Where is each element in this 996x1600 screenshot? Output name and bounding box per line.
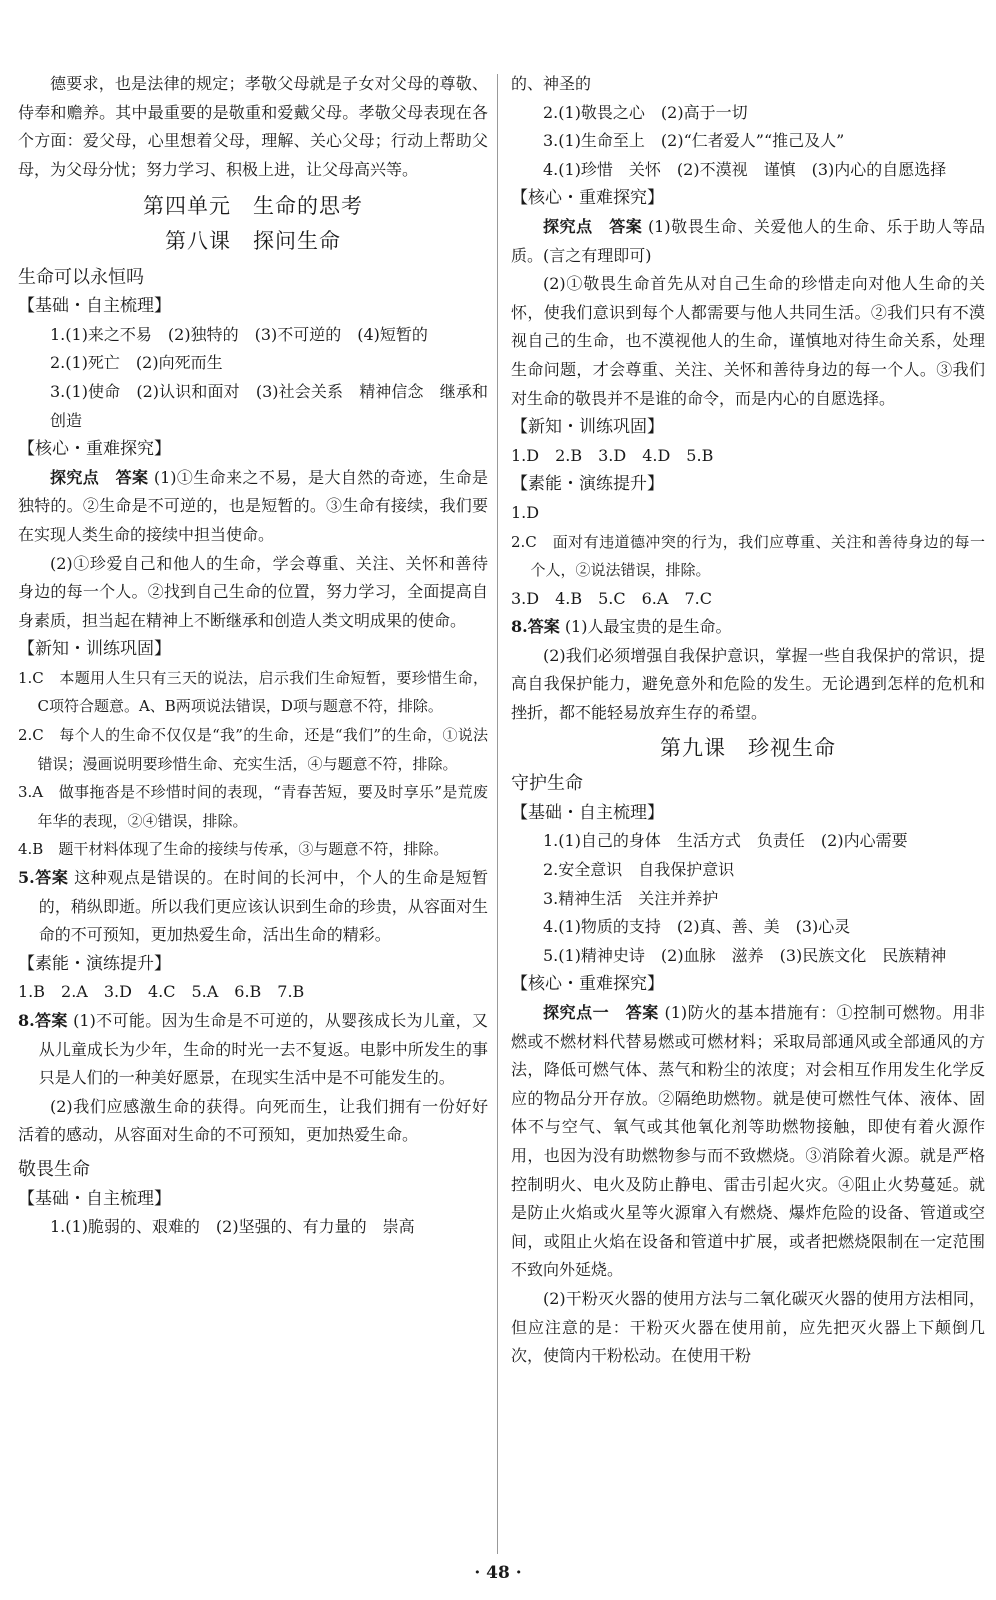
answer-item: 1.(1)自己的身体 生活方式 负责任 (2)内心需要 — [543, 831, 908, 851]
answer-text: (1)人最宝贵的是生命。 — [564, 617, 732, 637]
answer-item — [511, 613, 985, 642]
answer-item: 4.(1)珍惜 关怀 (2)不漠视 谨慎 (3)内心的自愿选择 — [543, 159, 947, 179]
answer-list: 1.D 2.B 3.D 4.D 5.B — [511, 445, 714, 465]
lesson-title-9: 第九课 珍视生命 — [660, 735, 836, 760]
answer-label: 5.答案 — [18, 868, 69, 888]
answer-item: 2.C 每个人的生命不仅仅是“我”的生命，还是“我们”的生命，①说法错误；漫画说明要珍惜生命、充实生活，④与题意不符，排除。 — [18, 726, 488, 773]
section-heading: 【素能・演练提升】 — [511, 474, 664, 495]
answer-paragraph — [511, 213, 985, 270]
answer-item: 2.(1)死亡 (2)向死而生 — [50, 353, 223, 373]
section-heading: 【基础・自主梳理】 — [18, 296, 171, 317]
answer-label: 探究点 答案 — [50, 467, 149, 487]
answer-paragraph: (2)①敬畏生命首先从对自己生命的珍惜走向对他人生命的关怀，使我们意识到每个人都需要与他人共同生活。②我们只有不漠视自己的生命，也不漠视他人的生命，谨慎地对待生命关系，处理生命问题，才会尊重、关注、关怀和善待身边的每一个人。③我们对生命的敬畏并不是谁的命令，而是内心的自愿选择。 — [511, 274, 985, 408]
intro-paragraph: 德要求，也是法律的规定；孝敬父母就是子女对父母的尊敬、侍奉和赡养。其中最重要的是敬重和爱戴父母。孝敬父母表现在各个方面：爱父母，心里想着父母，理解、关心父母；行动上帮助父母，为父母分忧；努力学习、积极上进，让父母高兴等。 — [18, 74, 488, 179]
section-heading: 【基础・自主梳理】 — [511, 802, 664, 823]
answer-item: 2.(1)敬畏之心 (2)高于一切 — [543, 102, 748, 122]
answer-text: (1)①生命来之不易，是大自然的奇迹，生命是独特的。②生命是不可逆的，也是短暂的。③生命有接续，我们要在实现人类生命的接续中担当使命。 — [18, 467, 488, 544]
answer-paragraph — [511, 999, 985, 1285]
topic-heading: 生命可以永恒吗 — [18, 266, 144, 288]
answer-paragraph — [18, 464, 488, 550]
answer-item: 1.C 本题用人生只有三天的说法，启示我们生命短暂，要珍惜生命，C项符合题意。A、B两项说法错误，D项与题意不符，排除。 — [18, 668, 488, 716]
answer-item: 3.A 做事拖沓是不珍惜时间的表现，“青春苦短，要及时享乐”是荒废年华的表现，②④错误，排除。 — [18, 783, 488, 830]
topic-heading: 敬畏生命 — [18, 1158, 90, 1180]
answer-paragraph: (2)我们必须增强自我保护意识，掌握一些自我保护的常识，提高自我保护能力，避免意外和危险的发生。无论遇到怎样的危机和挫折，都不能轻易放弃生存的希望。 — [511, 645, 985, 723]
answer-item: 2.C 面对有违道德冲突的行为，我们应尊重、关注和善待身边的每一个人，②说法错误，排除。 — [511, 532, 985, 580]
answer-paragraph: (2)①珍爱自己和他人的生命，学会尊重、关注、关怀和善待身边的每一个人。②找到自己生命的位置，努力学习，全面提高自身素质，担当起在精神上不断继承和创造人类文明成果的使命。 — [18, 553, 488, 630]
answer-item: 2.安全意识 自我保护意识 — [543, 860, 735, 880]
section-heading: 【基础・自主梳理】 — [18, 1188, 171, 1209]
right-column — [511, 70, 985, 1371]
answer-text: (1)防火的基本措施有：①控制可燃物。用非燃或不燃材料代替易燃或可燃材料；采取局部通风或全部通风的方法，降低可燃气体、蒸气和粉尘的浓度；对会相互作用发生化学反应的物品分开存放。②隔绝助燃物。就是使可燃性气体、液体、固体不与空气、氧气或其他氧化剂等助燃物接触，即使有着火源作用，也因为没有助燃物参与而不致燃烧。③消除着火源。就是严格控制明火、电火及防止静电、雷击引起火灾。④阻止火势蔓延。就是防止火焰或火星等火源窜入有燃烧、爆炸危险的设备、管道或空间，或阻止火焰在设备和管道中扩展，或者把燃烧限制在一定范围不致向外延烧。 — [511, 1003, 985, 1280]
answer-label: 8.答案 — [18, 1011, 68, 1030]
topic-heading: 守护生命 — [511, 773, 583, 795]
column-divider — [497, 74, 498, 1554]
answer-item: 4.(1)物质的支持 (2)真、善、美 (3)心灵 — [543, 917, 851, 937]
section-heading: 【新知・训练巩固】 — [18, 639, 171, 660]
answer-item — [18, 864, 488, 950]
lesson-title-8: 第八课 探问生命 — [165, 228, 341, 253]
answer-text: (1)不可能。因为生命是不可逆的，从婴孩成长为儿童，又从儿童成长为少年，生命的时光一去不复返。电影中所发生的事只是人们的一种美好愿景，在现实生活中是不可能发生的。 — [38, 1011, 488, 1088]
answer-label: 8.答案 — [511, 617, 560, 637]
answer-item: 3.(1)使命 (2)认识和面对 (3)社会关系 精神信念 继承和创造 — [50, 381, 488, 430]
answer-item: 3.精神生活 关注并养护 — [543, 888, 719, 908]
unit-title: 第四单元 生命的思考 — [143, 194, 363, 219]
answer-item — [18, 1007, 488, 1093]
page-number: · 48 · — [474, 1563, 522, 1583]
answer-item: 5.(1)精神史诗 (2)血脉 滋养 (3)民族文化 民族精神 — [543, 945, 947, 965]
answer-list: 1.B 2.A 3.D 4.C 5.A 6.B 7.B — [18, 982, 305, 1002]
answer-paragraph: (2)我们应感激生命的获得。向死而生，让我们拥有一份好好活着的感动，从容面对生命的不可预知，更加热爱生命。 — [18, 1096, 488, 1145]
section-heading: 【核心・重难探究】 — [511, 188, 664, 209]
answer-item: 3.(1)生命至上 (2)“仁者爱人”“推己及人” — [543, 131, 845, 151]
section-heading: 【核心・重难探究】 — [511, 974, 664, 995]
answer-text: 这种观点是错误的。在时间的长河中，个人的生命是短暂的，稍纵即逝。所以我们更应该认识到生命的珍贵，从容面对生命的不可预知，更加热爱生命，活出生命的精彩。 — [38, 868, 488, 945]
section-heading: 【新知・训练巩固】 — [511, 417, 664, 438]
section-heading: 【素能・演练提升】 — [18, 953, 171, 974]
answer-item: 1.(1)脆弱的、艰难的 (2)坚强的、有力量的 崇高 — [50, 1217, 415, 1237]
answer-text: (1)敬畏生命、关爱他人的生命、乐于助人等品质。(言之有理即可) — [511, 216, 985, 265]
answer-item: 1.D — [511, 502, 540, 522]
answer-paragraph: (2)干粉灭火器的使用方法与二氧化碳灭火器的使用方法相同，但应注意的是：干粉灭火器在使用前，应先把灭火器上下颠倒几次，使筒内干粉松动。在使用干粉 — [511, 1288, 985, 1366]
answer-list: 3.D 4.B 5.C 6.A 7.C — [511, 588, 712, 608]
answer-item: 1.(1)来之不易 (2)独特的 (3)不可逆的 (4)短暂的 — [50, 324, 428, 344]
answer-label: 探究点 答案 — [543, 216, 643, 236]
continued-text: 的、神圣的 — [511, 74, 592, 93]
answer-label: 探究点一 答案 — [543, 1003, 659, 1022]
left-column — [18, 70, 488, 1242]
section-heading: 【核心・重难探究】 — [18, 439, 171, 460]
answer-item: 4.B 题干材料体现了生命的接续与传承，③与题意不符，排除。 — [18, 840, 449, 859]
